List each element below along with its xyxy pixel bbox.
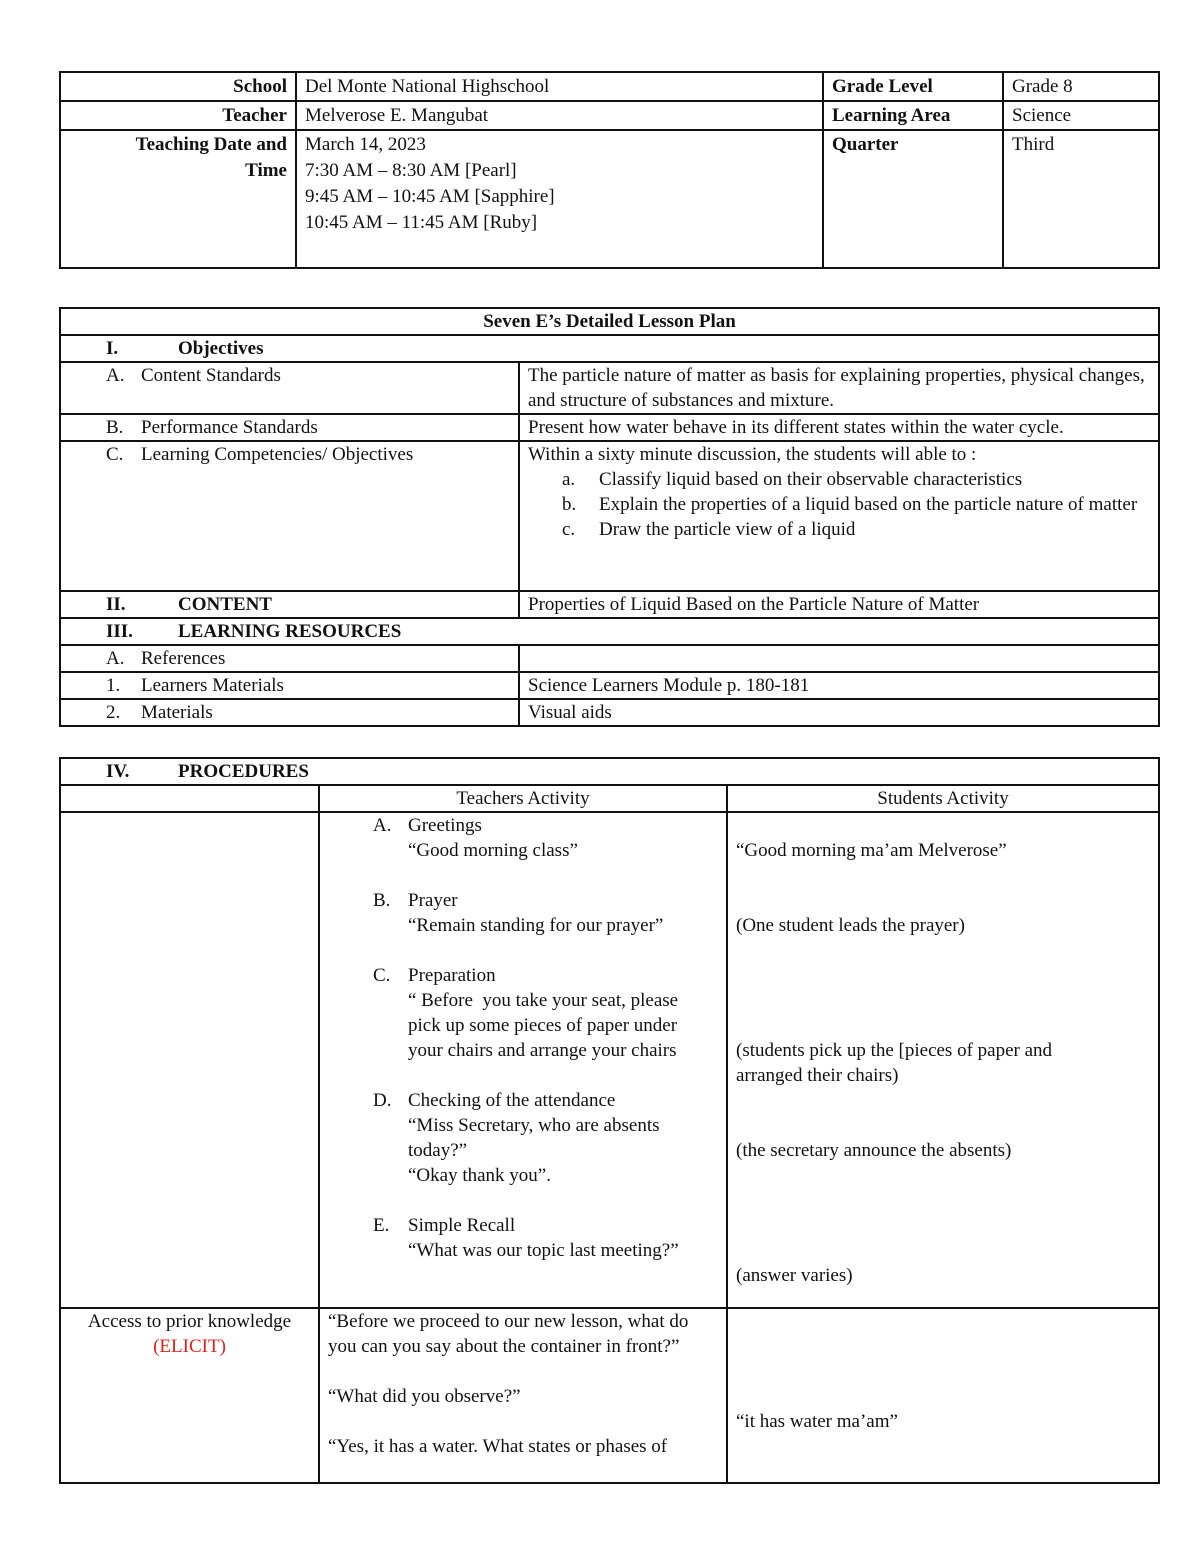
header-table bbox=[59, 71, 1160, 269]
step-title bbox=[328, 813, 718, 838]
procedures-table bbox=[59, 757, 1160, 1484]
header-row-school bbox=[60, 72, 1159, 101]
list-label: Materials bbox=[141, 702, 213, 723]
elicit-teacher-cell bbox=[319, 1308, 727, 1483]
teacher-line: “What was our topic last meeting?” bbox=[408, 1240, 679, 1261]
step-label: Prayer bbox=[408, 890, 458, 911]
teacher-line: “ Before you take your seat, please bbox=[408, 990, 679, 1011]
date-label-line2: Time bbox=[245, 160, 287, 181]
teacher-label: Teacher bbox=[60, 101, 296, 130]
resources-title: LEARNING RESOURCES bbox=[178, 621, 402, 642]
step-letter: B. bbox=[373, 890, 391, 911]
area-label: Learning Area bbox=[823, 101, 1003, 130]
competency-item bbox=[528, 467, 1150, 492]
teacher-line: “Miss Secretary, who are absents bbox=[408, 1115, 660, 1136]
header-row-teacher bbox=[60, 101, 1159, 130]
content-heading bbox=[60, 591, 519, 618]
references-label bbox=[60, 645, 519, 672]
teacher-line: “Remain standing for our prayer” bbox=[408, 915, 664, 936]
competency-letter: c. bbox=[562, 519, 576, 540]
performance-standards-text: Present how water behave in its different states within the water cycle. bbox=[519, 414, 1159, 441]
list-letter: C. bbox=[106, 444, 124, 465]
objectives-num: I. bbox=[106, 338, 119, 359]
content-standards-text: The particle nature of matter as basis for explaining properties, physical changes, and structure of substances and mixture. bbox=[519, 362, 1159, 414]
time-slot: 7:30 AM – 8:30 AM [Pearl] bbox=[305, 160, 517, 181]
content-title: CONTENT bbox=[178, 594, 272, 615]
preliminary-student-cell bbox=[727, 812, 1159, 1308]
elicit-label: Access to prior knowledge bbox=[87, 1311, 292, 1332]
date-text: March 14, 2023 bbox=[305, 134, 426, 155]
student-line: “Good morning ma’am Melverose” bbox=[736, 840, 1007, 861]
list-letter: B. bbox=[106, 417, 124, 438]
teacher-line: “Good morning class” bbox=[408, 840, 578, 861]
time-slot: 9:45 AM – 10:45 AM [Sapphire] bbox=[305, 186, 555, 207]
elicit-phase-cell bbox=[60, 1308, 319, 1483]
competencies-label bbox=[60, 441, 519, 591]
step-letter: A. bbox=[373, 815, 392, 836]
student-line: (the secretary announce the absents) bbox=[736, 1140, 1012, 1161]
learners-materials-text: Science Learners Module p. 180-181 bbox=[519, 672, 1159, 699]
step-label: Greetings bbox=[408, 815, 482, 836]
step-label: Preparation bbox=[408, 965, 496, 986]
list-letter: A. bbox=[106, 648, 125, 669]
list-letter: A. bbox=[106, 365, 125, 386]
quarter-value: Third bbox=[1003, 130, 1159, 268]
list-label: Learners Materials bbox=[141, 675, 284, 696]
content-standards-label bbox=[60, 362, 519, 414]
plan-title: Seven E’s Detailed Lesson Plan bbox=[60, 308, 1159, 335]
references-text bbox=[519, 645, 1159, 672]
teacher-line: “What did you observe?” bbox=[328, 1386, 521, 1407]
students-activity-header: Students Activity bbox=[727, 785, 1159, 812]
competency-letter: b. bbox=[562, 494, 577, 515]
competency-text: Explain the properties of a liquid based on the particle nature of matter bbox=[599, 494, 1138, 515]
lesson-plan-table bbox=[59, 307, 1160, 727]
school-value: Del Monte National Highschool bbox=[296, 72, 823, 101]
list-number: 1. bbox=[106, 675, 121, 696]
step-title bbox=[328, 888, 718, 913]
competencies-text bbox=[519, 441, 1159, 591]
date-value bbox=[296, 130, 823, 268]
teacher-line: your chairs and arrange your chairs bbox=[408, 1040, 677, 1061]
preliminary-teacher-cell bbox=[319, 812, 727, 1308]
date-label bbox=[60, 130, 296, 268]
list-label: Content Standards bbox=[141, 365, 281, 386]
step-letter: C. bbox=[373, 965, 391, 986]
competency-text: Draw the particle view of a liquid bbox=[599, 519, 856, 540]
student-line: arranged their chairs) bbox=[736, 1065, 899, 1086]
resources-heading bbox=[60, 618, 1159, 645]
step-title bbox=[328, 1213, 718, 1238]
teacher-line: pick up some pieces of paper under bbox=[408, 1015, 678, 1036]
student-line: (One student leads the prayer) bbox=[736, 915, 965, 936]
elicit-tag: (ELICIT) bbox=[153, 1336, 226, 1357]
step-label: Simple Recall bbox=[408, 1215, 516, 1236]
school-label: School bbox=[60, 72, 296, 101]
grade-label: Grade Level bbox=[823, 72, 1003, 101]
procedures-blank-header bbox=[60, 785, 319, 812]
step-title bbox=[328, 1088, 718, 1113]
area-value: Science bbox=[1003, 101, 1159, 130]
elicit-student-cell bbox=[727, 1308, 1159, 1483]
list-number: 2. bbox=[106, 702, 121, 723]
student-line: (students pick up the [pieces of paper and bbox=[736, 1040, 1053, 1061]
teacher-line: “Okay thank you”. bbox=[408, 1165, 551, 1186]
step-letter: D. bbox=[373, 1090, 392, 1111]
teacher-value: Melverose E. Mangubat bbox=[296, 101, 823, 130]
procedures-title: PROCEDURES bbox=[178, 761, 309, 782]
student-line: (answer varies) bbox=[736, 1265, 853, 1286]
list-label: Performance Standards bbox=[141, 417, 318, 438]
competency-letter: a. bbox=[562, 469, 576, 490]
competency-text: Classify liquid based on their observable characteristics bbox=[599, 469, 1023, 490]
list-label: References bbox=[141, 648, 226, 669]
materials-label bbox=[60, 699, 519, 726]
teacher-line: “Before we proceed to our new lesson, what do you can you say about the container in front?” bbox=[328, 1311, 689, 1357]
quarter-label: Quarter bbox=[823, 130, 1003, 268]
procedures-heading bbox=[60, 758, 1159, 785]
teachers-activity-header: Teachers Activity bbox=[319, 785, 727, 812]
objectives-title: Objectives bbox=[178, 338, 264, 359]
competency-item bbox=[528, 517, 1150, 542]
list-label: Learning Competencies/ Objectives bbox=[141, 444, 414, 465]
preliminary-phase-cell bbox=[60, 812, 319, 1308]
time-slot: 10:45 AM – 11:45 AM [Ruby] bbox=[305, 212, 538, 233]
student-line: “it has water ma’am” bbox=[736, 1411, 898, 1432]
step-title bbox=[328, 963, 718, 988]
competency-item bbox=[528, 492, 1150, 517]
objectives-heading bbox=[60, 335, 1159, 362]
date-label-line1: Teaching Date and bbox=[135, 134, 287, 155]
content-num: II. bbox=[106, 594, 126, 615]
content-text: Properties of Liquid Based on the Particle Nature of Matter bbox=[519, 591, 1159, 618]
competencies-intro: Within a sixty minute discussion, the students will able to : bbox=[528, 444, 977, 465]
step-letter: E. bbox=[373, 1215, 390, 1236]
step-label: Checking of the attendance bbox=[408, 1090, 616, 1111]
teacher-line: “Yes, it has a water. What states or phases of bbox=[328, 1436, 668, 1457]
header-row-date bbox=[60, 130, 1159, 268]
teacher-line: today?” bbox=[408, 1140, 468, 1161]
performance-standards-label bbox=[60, 414, 519, 441]
procedures-num: IV. bbox=[106, 761, 130, 782]
resources-num: III. bbox=[106, 621, 133, 642]
grade-value: Grade 8 bbox=[1003, 72, 1159, 101]
learners-materials-label bbox=[60, 672, 519, 699]
materials-text: Visual aids bbox=[519, 699, 1159, 726]
